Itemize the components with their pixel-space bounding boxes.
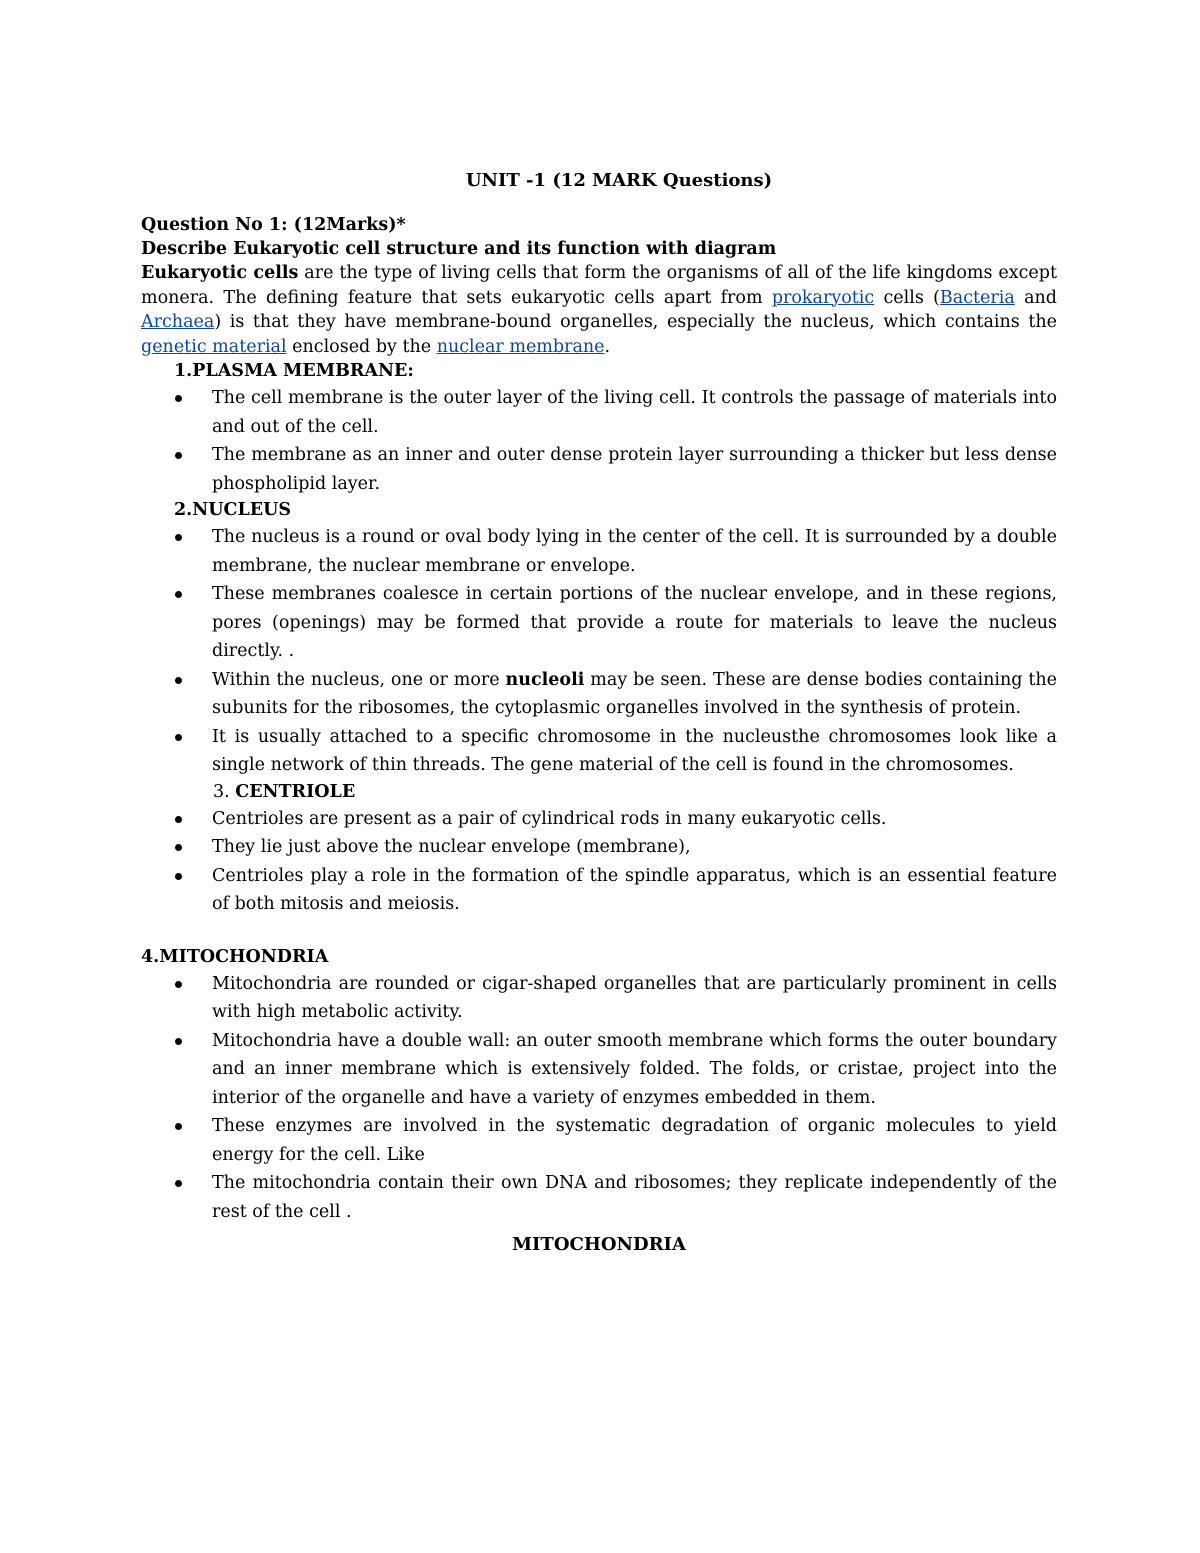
list-item xyxy=(141,723,1057,780)
bullet-icon xyxy=(175,816,182,823)
intro-text-2: cells ( xyxy=(874,287,940,308)
plasma-list xyxy=(141,384,1057,498)
heading-centriole-label: CENTRIOLE xyxy=(235,781,356,802)
bullet-icon xyxy=(175,534,182,541)
link-prokaryotic[interactable]: prokaryotic xyxy=(771,287,875,308)
intro-term: Eukaryotic cells xyxy=(141,263,299,283)
list-item-text: The nucleus is a round or oval body lying in the center of the cell. It is surrounded by a double membrane, the nuclear membrane or envelope. xyxy=(212,527,1057,576)
bullet-icon xyxy=(175,844,182,851)
heading-centriole-number: 3. xyxy=(213,781,236,802)
list-item xyxy=(141,580,1057,666)
list-item-text: They lie just above the nuclear envelope (membrane), xyxy=(212,837,691,857)
bullet-icon xyxy=(175,452,182,459)
link-archaea[interactable]: Archaea xyxy=(141,312,215,332)
bullet-icon xyxy=(175,1038,182,1045)
intro-text-5: enclosed by the xyxy=(286,336,437,357)
heading-centriole xyxy=(141,780,1057,805)
list-item xyxy=(141,805,1057,834)
list-item-text: These membranes coalesce in certain portions of the nuclear envelope, and in these regions, pores (openings) may be formed that provide a route for materials to leave the nucleus directly. . xyxy=(212,584,1057,661)
list-item-text: The mitochondria contain their own DNA and ribosomes; they replicate independently of the rest of the cell . xyxy=(212,1173,1057,1222)
intro-text-6: . xyxy=(604,336,611,357)
intro-text-3: and xyxy=(1014,287,1057,308)
bullet-icon xyxy=(175,677,182,684)
bullet-icon xyxy=(175,734,182,741)
bullet-icon xyxy=(175,1123,182,1130)
spacer xyxy=(141,919,1057,945)
bullet-icon xyxy=(175,395,182,402)
question-number: Question No 1: (12Marks)* xyxy=(141,215,406,235)
diagram-caption: MITOCHONDRIA xyxy=(512,1234,686,1255)
list-item-text: These enzymes are involved in the systematic degradation of organic molecules to yield energy for the cell. Like xyxy=(212,1116,1057,1165)
list-item-text: Mitochondria have a double wall: an outer smooth membrane which forms the outer boundary and an inner membrane which is extensively folded. The folds, or cristae, project into the interior of the organelle and have a variety of enzymes embedded in them. xyxy=(212,1030,1057,1108)
bullet-icon xyxy=(175,1180,182,1187)
question-prompt: Describe Eukaryotic cell structure and its function with diagram xyxy=(141,239,777,259)
list-item xyxy=(141,833,1057,862)
bullet-icon xyxy=(175,981,182,988)
list-item-text: Within the nucleus, one or more xyxy=(212,669,506,690)
document-body xyxy=(141,170,1057,1255)
list-item xyxy=(141,1112,1057,1169)
mitochondria-list xyxy=(141,970,1057,1227)
heading-nucleus: 2.NUCLEUS xyxy=(174,500,291,520)
link-genetic-material[interactable]: genetic material xyxy=(141,336,287,357)
list-item-text: may be seen. These are dense bodies containing the subunits for the ribosomes, the cytoplasmic organelles involved in the synthesis of protein. xyxy=(212,669,1057,718)
centriole-list xyxy=(141,805,1057,919)
list-item-text: Centrioles play a role in the formation of the spindle apparatus, which is an essential feature of both mitosis and meiosis. xyxy=(212,865,1057,914)
list-item xyxy=(141,970,1057,1027)
list-item-text: Centrioles are present as a pair of cylindrical rods in many eukaryotic cells. xyxy=(212,808,887,829)
intro-text-1: are the type of living cells that form the organisms of all of the life kingdoms except monera. The defining feature that sets eukaryotic cells apart from xyxy=(141,263,1057,308)
list-item xyxy=(141,523,1057,580)
list-item xyxy=(141,666,1057,723)
intro-paragraph xyxy=(141,261,1057,359)
list-item xyxy=(141,441,1057,498)
heading-mitochondria: 4.MITOCHONDRIA xyxy=(141,946,329,967)
link-bacteria[interactable]: Bacteria xyxy=(939,287,1015,308)
nucleus-list xyxy=(141,523,1057,780)
list-item-text: The cell membrane is the outer layer of the living cell. It controls the passage of materials into and out of the cell. xyxy=(212,388,1057,437)
unit-title: UNIT -1 (12 MARK Questions) xyxy=(465,170,773,191)
list-item xyxy=(141,1169,1057,1226)
list-item xyxy=(141,384,1057,441)
bullet-icon xyxy=(175,591,182,598)
bullet-icon xyxy=(175,873,182,880)
list-item-text: It is usually attached to a specific chromosome in the nucleusthe chromosomes look like a single network of thin threads. The gene material of the cell is found in the chromosomes. xyxy=(212,726,1057,775)
list-item-text: The membrane as an inner and outer dense protein layer surrounding a thicker but less dense phospholipid layer. xyxy=(212,445,1057,494)
heading-plasma-membrane: 1.PLASMA MEMBRANE: xyxy=(174,361,414,381)
nucleoli-term: nucleoli xyxy=(505,669,585,690)
list-item-text: Mitochondria are rounded or cigar-shaped organelles that are particularly prominent in cells with high metabolic activity. xyxy=(212,973,1057,1022)
link-nuclear-membrane[interactable]: nuclear membrane xyxy=(436,336,605,357)
list-item xyxy=(141,1027,1057,1113)
list-item xyxy=(141,862,1057,919)
intro-text-4: ) is that they have membrane-bound organelles, especially the nucleus, which contains the xyxy=(214,312,1057,332)
